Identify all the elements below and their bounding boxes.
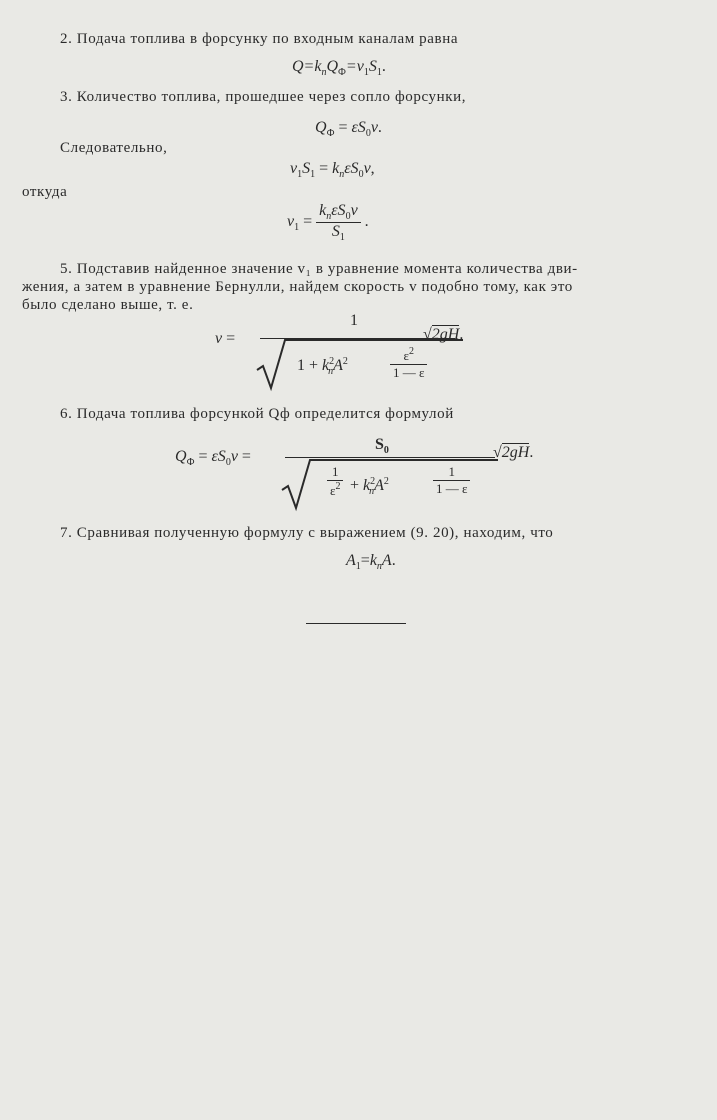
formula-2: $Q_Ф = \varepsilon S_0v$. xyxy=(315,119,382,139)
paragraph-whence: откуда xyxy=(22,184,68,200)
formula-3: $v_1S_1 = k_n\varepsilon S_0v$, xyxy=(290,160,375,180)
formula-5: v = 1 $1 + k^2_nA^2$ $\frac{\varepsilon^2}{1 — \varepsilon}$ √2gH. xyxy=(215,312,515,392)
formula-6: $Q_Ф = \varepsilon S_0v$ = $S_0$ $\frac{1}{\varepsilon^2}$ + $k^2_nA^2$ $\frac{1}{1 — \varepsilon}$ √2gH. xyxy=(175,436,575,516)
paragraph-item-3: 3. Количество топлива, прошедшее через сопло форсунки, xyxy=(60,89,467,105)
paragraph-item-5-line-2: жения, а затем в уравнение Бернулли, найдем скорость v подобно тому, как это xyxy=(22,279,573,295)
section-end-rule xyxy=(306,623,406,624)
formula-7: $A_1=k_nA$. xyxy=(346,552,396,572)
formula-4: $v_1$ = $\frac{k_n\varepsilon S_0v}{S_1}$ . xyxy=(287,202,369,243)
paragraph-item-5-line-3: было сделано выше, т. е. xyxy=(22,297,194,313)
paragraph-item-6: 6. Подача топлива форсункой Qф определится формулой xyxy=(60,406,454,422)
formula-1: $Q=k_nQ_Ф=v_1S_1$. xyxy=(292,58,386,78)
paragraph-item-7: 7. Сравнивая полученную формулу с выражением (9. 20), находим, что xyxy=(60,525,554,541)
paragraph-item-5-line-1: 5. Подставив найденное значение v₁ в уравнение момента количества дви- xyxy=(60,261,578,277)
paragraph-hence: Следовательно, xyxy=(60,140,168,156)
paragraph-item-2: 2. Подача топлива в форсунку по входным каналам равна xyxy=(60,31,459,47)
